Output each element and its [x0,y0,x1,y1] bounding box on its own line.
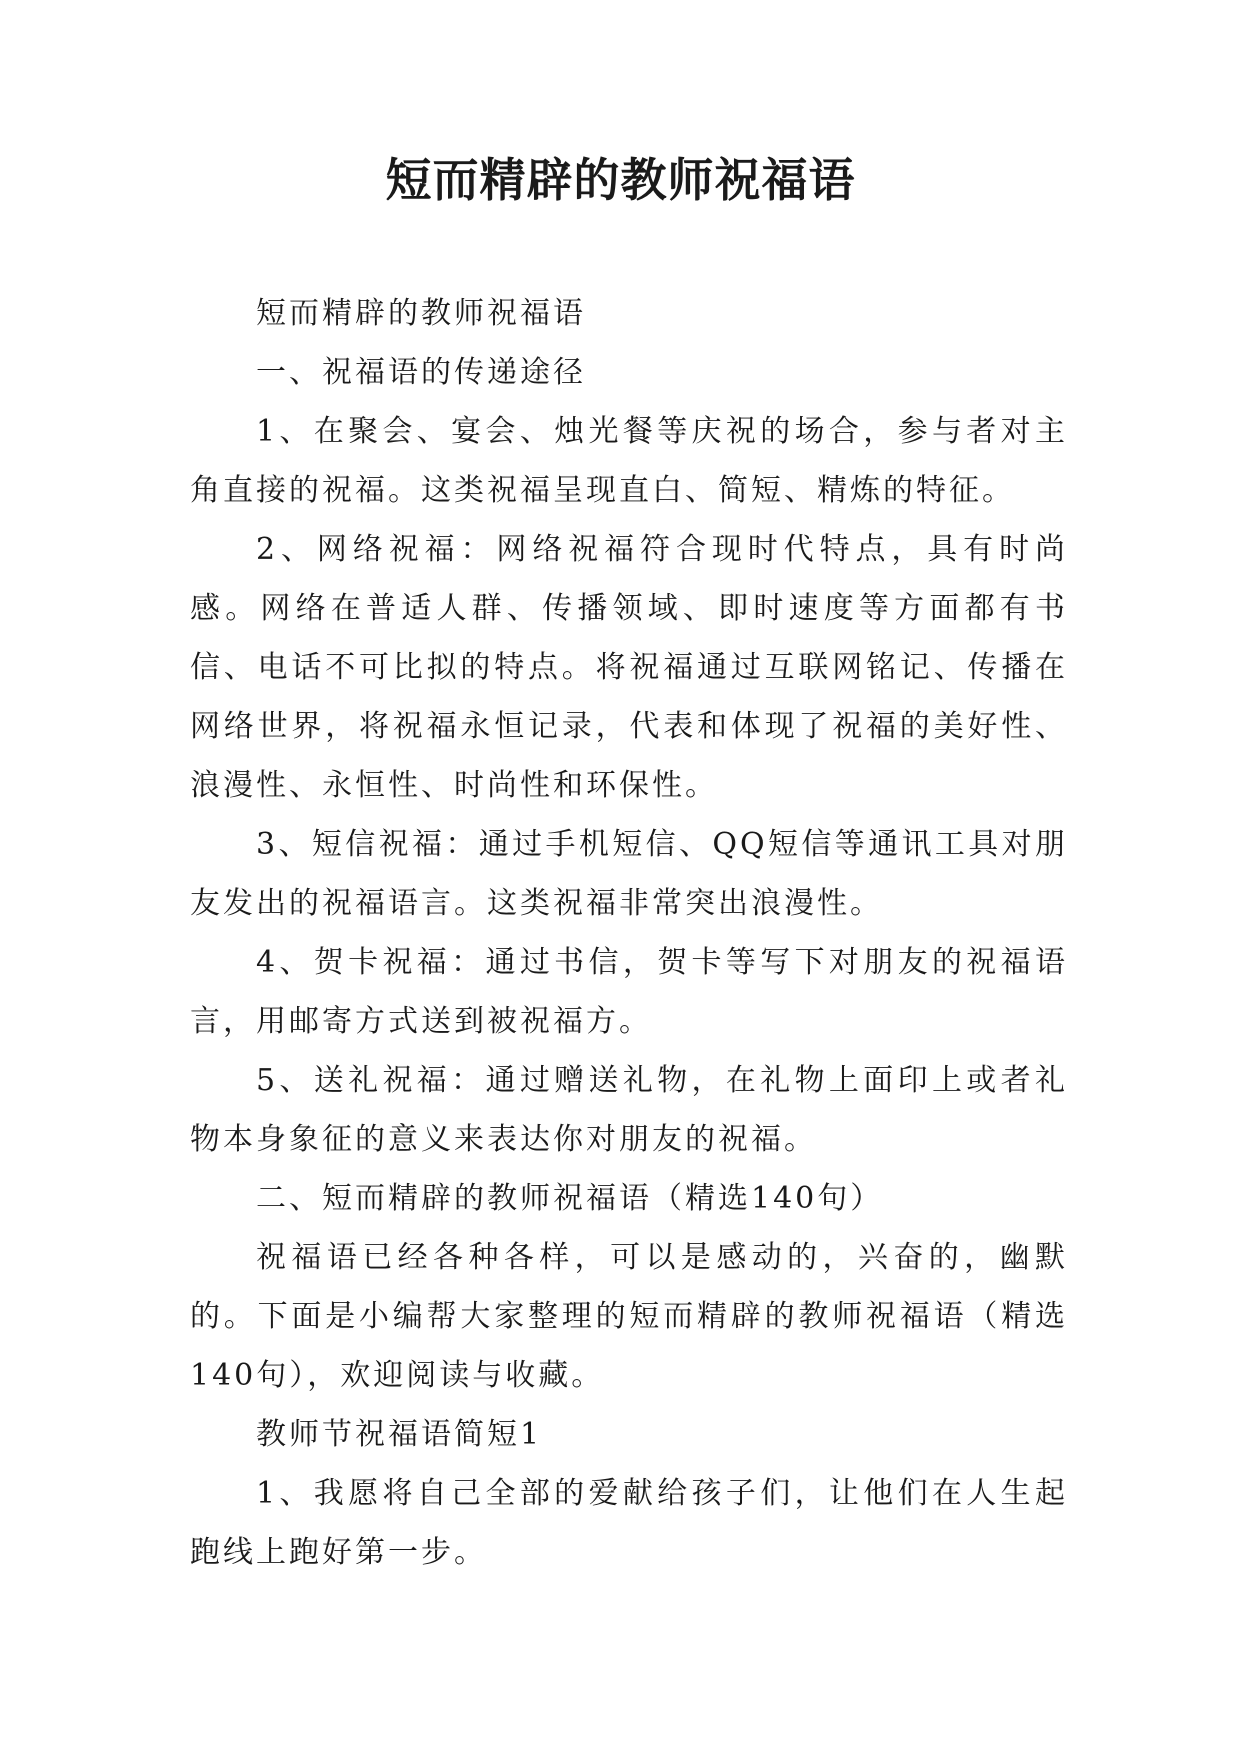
paragraph-intro: 祝福语已经各种各样，可以是感动的，兴奋的，幽默的。下面是小编帮大家整理的短而精辟的教师祝福语（精选140句），欢迎阅读与收藏。 [190,1240,1068,1393]
paragraph-subheading: 教师节祝福语简短1 [256,1417,543,1452]
paragraph-section-heading-2: 二、短而精辟的教师祝福语（精选140句） [256,1181,884,1216]
paragraph-blessing-1: 1、我愿将自己全部的爱献给孩子们，让他们在人生起跑线上跑好第一步。 [190,1476,1068,1570]
paragraph-item-3: 3、短信祝福：通过手机短信、QQ短信等通讯工具对朋友发出的祝福语言。这类祝福非常突出浪漫性。 [190,827,1068,921]
paragraph-subtitle: 短而精辟的教师祝福语 [256,296,586,331]
document-body [190,284,1068,1582]
document-title: 短而精辟的教师祝福语 [385,153,856,207]
paragraph-item-4: 4、贺卡祝福：通过书信，贺卡等写下对朋友的祝福语言，用邮寄方式送到被祝福方。 [190,945,1068,1039]
paragraph-item-5: 5、送礼祝福：通过赠送礼物，在礼物上面印上或者礼物本身象征的意义来表达你对朋友的祝福。 [190,1063,1068,1157]
paragraph-section-heading-1: 一、祝福语的传递途径 [256,355,586,390]
paragraph-item-1: 1、在聚会、宴会、烛光餐等庆祝的场合，参与者对主角直接的祝福。这类祝福呈现直白、简短、精炼的特征。 [190,414,1068,508]
paragraph-item-2: 2、网络祝福：网络祝福符合现时代特点，具有时尚感。网络在普适人群、传播领域、即时速度等方面都有书信、电话不可比拟的特点。将祝福通过互联网铭记、传播在网络世界，将祝福永恒记录，代表和体现了祝福的美好性、浪漫性、永恒性、时尚性和环保性。 [190,532,1068,803]
